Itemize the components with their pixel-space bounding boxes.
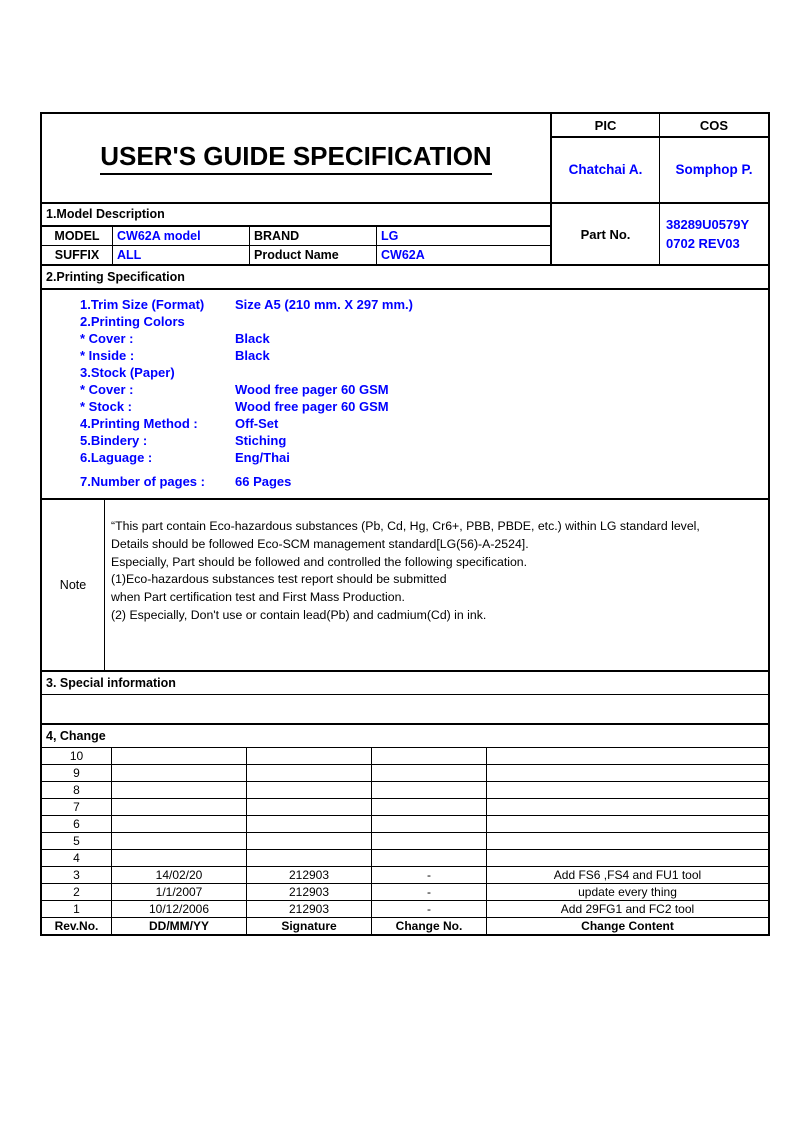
spec-row bbox=[80, 398, 768, 415]
printing-specification-title: 2.Printing Specification bbox=[42, 264, 768, 290]
change-rev-header: Rev.No. bbox=[42, 918, 112, 935]
model-value: CW62A model bbox=[113, 227, 250, 246]
suffix-value: ALL bbox=[113, 246, 250, 265]
special-information-title: 3. Special information bbox=[42, 672, 768, 695]
spec-key: * Inside : bbox=[80, 348, 135, 363]
table-row bbox=[42, 748, 768, 765]
change-signature: 212903 bbox=[247, 884, 372, 901]
change-number: - bbox=[372, 867, 487, 884]
change-number bbox=[372, 748, 487, 765]
table-row bbox=[42, 867, 768, 884]
change-number: - bbox=[372, 901, 487, 918]
spec-row bbox=[80, 415, 768, 432]
table-row bbox=[42, 850, 768, 867]
table-row bbox=[42, 765, 768, 782]
note-line: (2) Especially, Don't use or contain lead(Pb) and cadmium(Cd) in ink. bbox=[111, 608, 487, 623]
spec-key: * Cover : bbox=[80, 331, 134, 346]
approval-name-pic: Chatchai A. bbox=[552, 138, 660, 202]
brand-value: LG bbox=[377, 227, 551, 246]
header-block bbox=[42, 114, 768, 202]
note-line: Especially, Part should be followed and controlled the following specification. bbox=[111, 554, 528, 569]
change-signature bbox=[247, 816, 372, 833]
change-content bbox=[487, 782, 769, 799]
change-content bbox=[487, 850, 769, 867]
spec-value: Off-Set bbox=[235, 416, 279, 431]
change-rev: 5 bbox=[42, 833, 112, 850]
model-description-table bbox=[42, 226, 550, 264]
change-date bbox=[112, 850, 247, 867]
change-signature: 212903 bbox=[247, 901, 372, 918]
document-title-cell bbox=[42, 114, 552, 202]
change-number bbox=[372, 799, 487, 816]
model-and-part-block bbox=[42, 202, 768, 264]
spec-value: Wood free pager 60 GSM bbox=[235, 382, 389, 397]
change-number bbox=[372, 833, 487, 850]
model-description-section bbox=[42, 204, 552, 264]
change-signature bbox=[247, 765, 372, 782]
table-row bbox=[42, 816, 768, 833]
change-content bbox=[487, 748, 769, 765]
spec-row bbox=[80, 473, 768, 490]
table-row bbox=[42, 901, 768, 918]
change-table-footer-row bbox=[42, 918, 768, 935]
note-line: “This part contain Eco-hazardous substances (Pb, Cd, Hg, Cr6+, PBB, PBDE, etc.) within LG standard level, bbox=[111, 519, 700, 533]
change-rev: 2 bbox=[42, 884, 112, 901]
change-date-header: DD/MM/YY bbox=[112, 918, 247, 935]
change-date bbox=[112, 782, 247, 799]
spec-value: Size A5 (210 mm. X 297 mm.) bbox=[235, 297, 413, 312]
change-date bbox=[112, 765, 247, 782]
table-row bbox=[42, 884, 768, 901]
change-date bbox=[112, 816, 247, 833]
part-number-line-1: 38289U0579Y bbox=[666, 216, 750, 232]
spec-value: Black bbox=[235, 348, 270, 363]
table-row bbox=[42, 227, 550, 246]
change-rev: 1 bbox=[42, 901, 112, 918]
change-signature-header: Signature bbox=[247, 918, 372, 935]
product-name-label: Product Name bbox=[250, 246, 377, 265]
part-number-block bbox=[552, 204, 768, 264]
note-line: when Part certification test and First Mass Production. bbox=[111, 590, 405, 605]
change-number bbox=[372, 816, 487, 833]
specification-sheet bbox=[40, 112, 770, 936]
change-date: 1/1/2007 bbox=[112, 884, 247, 901]
change-rev: 6 bbox=[42, 816, 112, 833]
spec-key: * Cover : bbox=[80, 382, 134, 397]
table-row bbox=[42, 782, 768, 799]
table-row bbox=[42, 833, 768, 850]
part-number-label: Part No. bbox=[552, 204, 660, 264]
change-rev: 8 bbox=[42, 782, 112, 799]
change-content bbox=[487, 765, 769, 782]
approval-header-cos: COS bbox=[660, 114, 768, 138]
change-signature bbox=[247, 782, 372, 799]
spec-row bbox=[80, 347, 768, 364]
approval-block bbox=[552, 114, 768, 202]
spec-key: 6.Laguage : bbox=[80, 450, 153, 465]
change-date bbox=[112, 748, 247, 765]
part-number-line-2: 0702 REV03 bbox=[666, 236, 740, 251]
change-content-header: Change Content bbox=[487, 918, 769, 935]
brand-label: BRAND bbox=[250, 227, 377, 246]
spec-value: Wood free pager 60 GSM bbox=[235, 399, 389, 414]
note-line: Details should be followed Eco-SCM management standard[LG(56)-A-2524]. bbox=[111, 536, 529, 551]
change-number: - bbox=[372, 884, 487, 901]
spec-value: Stiching bbox=[235, 433, 287, 448]
spec-row bbox=[80, 449, 768, 466]
model-description-title: 1.Model Description bbox=[42, 204, 550, 226]
approval-name-row bbox=[552, 138, 768, 202]
change-content bbox=[487, 816, 769, 833]
change-content: Add 29FG1 and FC2 tool bbox=[487, 901, 769, 918]
spec-key: * Stock : bbox=[80, 399, 133, 414]
change-content: update every thing bbox=[487, 884, 769, 901]
product-name-value: CW62A bbox=[377, 246, 551, 265]
change-rev: 3 bbox=[42, 867, 112, 884]
printing-specification-list bbox=[42, 290, 768, 500]
spec-row bbox=[80, 313, 768, 330]
change-date bbox=[112, 799, 247, 816]
spec-key: 7.Number of pages : bbox=[80, 474, 205, 489]
note-line: (1)Eco-hazardous substances test report should be submitted bbox=[111, 572, 447, 587]
spec-key: 4.Printing Method : bbox=[80, 416, 198, 431]
change-date: 14/02/20 bbox=[112, 867, 247, 884]
spec-key: 2.Printing Colors bbox=[80, 314, 185, 329]
spec-row bbox=[80, 381, 768, 398]
approval-header-row bbox=[552, 114, 768, 138]
table-row bbox=[42, 246, 550, 265]
suffix-label: SUFFIX bbox=[42, 246, 113, 265]
special-information-content bbox=[42, 695, 768, 725]
spec-key: 1.Trim Size (Format) bbox=[80, 297, 205, 312]
change-number bbox=[372, 765, 487, 782]
change-signature bbox=[247, 799, 372, 816]
approval-header-pic: PIC bbox=[552, 114, 660, 138]
spec-row bbox=[80, 330, 768, 347]
change-number bbox=[372, 850, 487, 867]
change-date bbox=[112, 833, 247, 850]
table-row bbox=[42, 799, 768, 816]
spec-value: Black bbox=[235, 331, 270, 346]
spec-key: 3.Stock (Paper) bbox=[80, 365, 175, 380]
model-label: MODEL bbox=[42, 227, 113, 246]
change-rev: 7 bbox=[42, 799, 112, 816]
note-block bbox=[42, 500, 768, 672]
change-signature bbox=[247, 833, 372, 850]
change-rev: 4 bbox=[42, 850, 112, 867]
change-signature: 212903 bbox=[247, 867, 372, 884]
spec-key: 5.Bindery : bbox=[80, 433, 148, 448]
spec-row bbox=[80, 296, 768, 313]
change-table bbox=[42, 748, 768, 934]
spec-row bbox=[80, 364, 768, 381]
note-label: Note bbox=[42, 500, 105, 670]
approval-name-cos: Somphop P. bbox=[675, 162, 753, 177]
spec-value: 66 Pages bbox=[235, 474, 292, 489]
change-date: 10/12/2006 bbox=[112, 901, 247, 918]
change-signature bbox=[247, 850, 372, 867]
spec-row bbox=[80, 432, 768, 449]
part-number-value bbox=[660, 204, 768, 264]
change-number bbox=[372, 782, 487, 799]
change-rev: 10 bbox=[42, 748, 112, 765]
change-rev: 9 bbox=[42, 765, 112, 782]
change-content bbox=[487, 799, 769, 816]
page-title: USER'S GUIDE SPECIFICATION bbox=[100, 141, 491, 175]
change-section-title: 4, Change bbox=[42, 725, 768, 748]
change-signature bbox=[247, 748, 372, 765]
change-content: Add FS6 ,FS4 and FU1 tool bbox=[487, 867, 769, 884]
change-number-header: Change No. bbox=[372, 918, 487, 935]
spec-value: Eng/Thai bbox=[235, 450, 290, 465]
note-text bbox=[105, 500, 768, 670]
change-content bbox=[487, 833, 769, 850]
